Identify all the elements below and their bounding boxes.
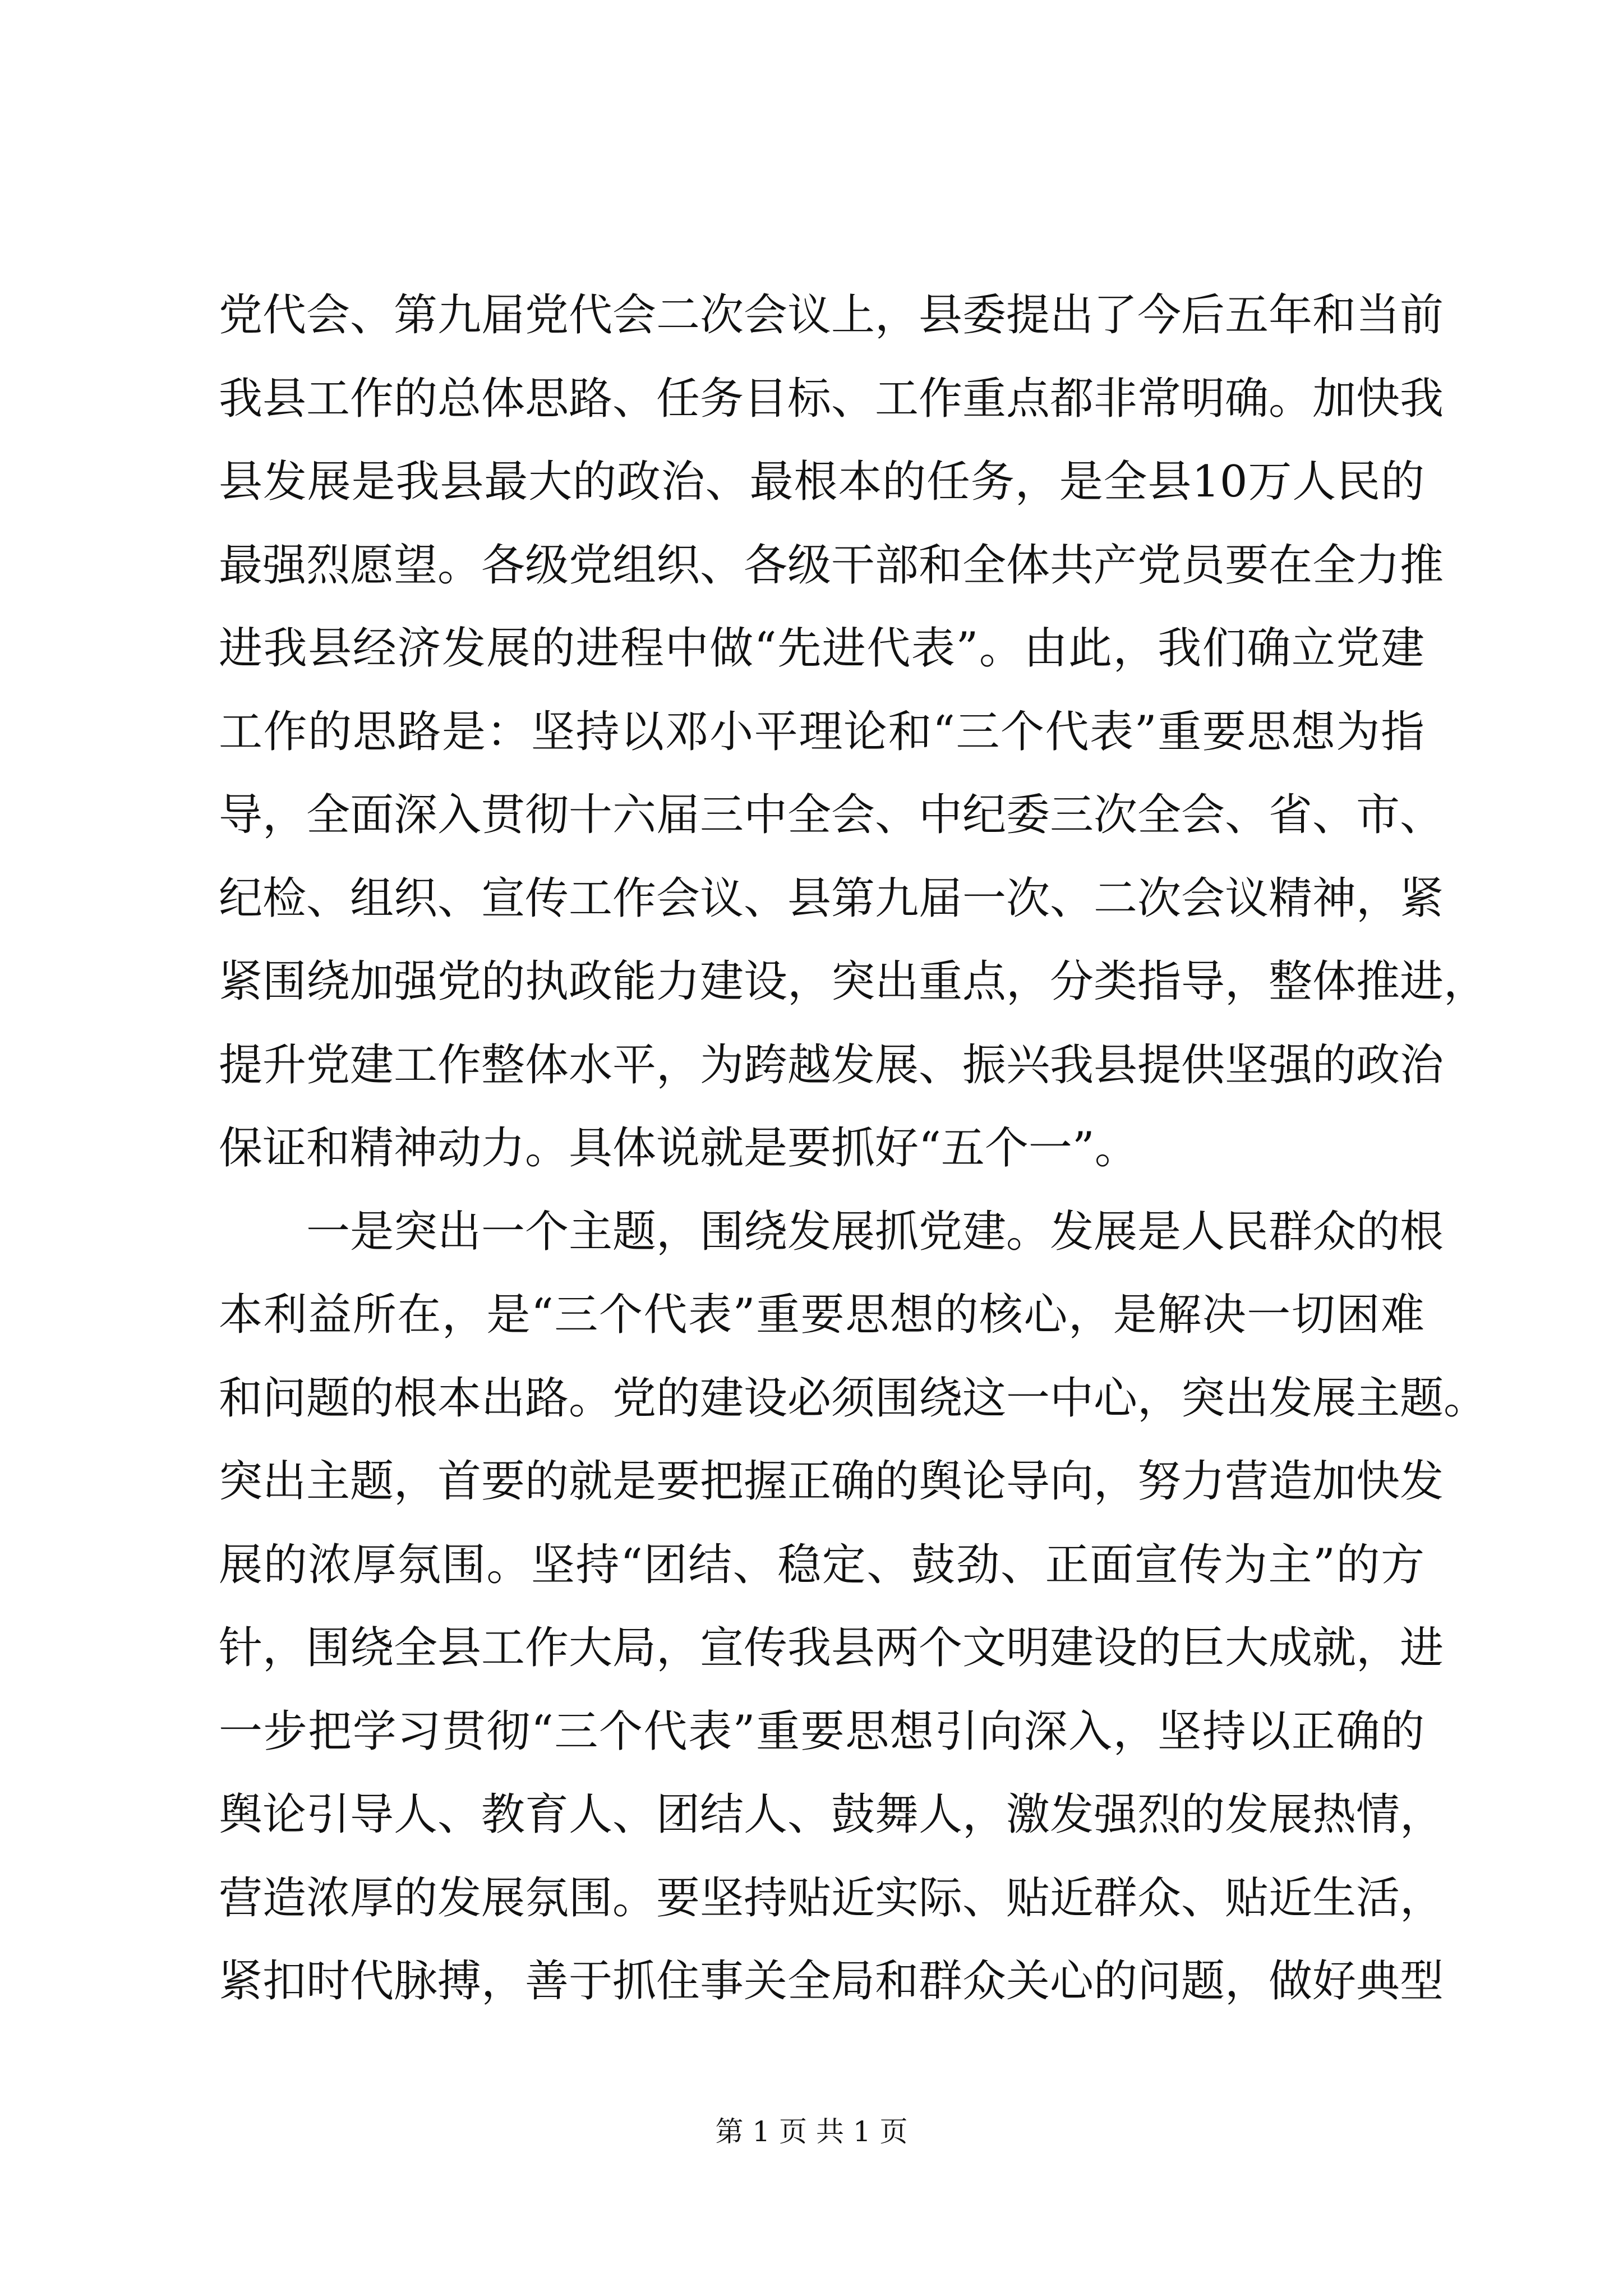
- text-line: 提升党建工作整体水平，为跨越发展、振兴我县提供坚强的政治: [219, 1039, 1444, 1091]
- text-line: 展的浓厚氛围。坚持“团结、稳定、鼓劲、正面宣传为主”的方: [219, 1539, 1424, 1590]
- text-line: 突出主题，首要的就是要把握正确的舆论导向，努力营造加快发: [219, 1456, 1444, 1507]
- text-line: 一步把学习贯彻“三个代表”重要思想引向深入，坚持以正确的: [219, 1706, 1424, 1757]
- text-line: 紧扣时代脉搏，善于抓住事关全局和群众关心的问题，做好典型: [219, 1956, 1444, 2007]
- text-line: 舆论引导人、教育人、团结人、鼓舞人，激发强烈的发展热情，: [219, 1789, 1444, 1840]
- text-line: 针，围绕全县工作大局，宣传我县两个文明建设的巨大成就，进: [219, 1623, 1444, 1673]
- page-number: 第 1 页 共 1 页: [715, 2115, 908, 2148]
- text-line: 本利益所在，是“三个代表”重要思想的核心，是解决一切困难: [219, 1290, 1424, 1340]
- text-line: 营造浓厚的发展氛围。要坚持贴近实际、贴近群众、贴近生活，: [219, 1872, 1444, 1924]
- text-line: 党代会、第九届党代会二次会议上，县委提出了今后五年和当前: [219, 290, 1444, 341]
- text-line: 导，全面深入贯彻十六届三中全会、中纪委三次全会、省、市、: [219, 790, 1444, 840]
- page-footer: [0, 2109, 1623, 2150]
- text-line: 一是突出一个主题，围绕发展抓党建。发展是人民群众的根: [306, 1206, 1444, 1257]
- text-line: 工作的思路是：坚持以邓小平理论和“三个代表”重要思想为指: [219, 706, 1424, 757]
- text-line: 我县工作的总体思路、任务目标、工作重点都非常明确。加快我: [219, 373, 1444, 424]
- text-line: 进我县经济发展的进程中做“先进代表”。由此，我们确立党建: [219, 623, 1424, 674]
- text-line: 和问题的根本出路。党的建设必须围绕这一中心，突出发展主题。: [219, 1373, 1488, 1424]
- text-line: 最强烈愿望。各级党组织、各级干部和全体共产党员要在全力推: [219, 540, 1444, 591]
- text-line: 纪检、组织、宣传工作会议、县第九届一次、二次会议精神，紧: [219, 873, 1444, 924]
- text-line: 紧围绕加强党的执政能力建设，突出重点，分类指导，整体推进，: [219, 956, 1488, 1007]
- text-line: 保证和精神动力。具体说就是要抓好“五个一”。: [219, 1123, 1138, 1174]
- text-line: 县发展是我县最大的政治、最根本的任务，是全县10万人民的: [219, 457, 1424, 507]
- body-text: [219, 274, 1488, 2023]
